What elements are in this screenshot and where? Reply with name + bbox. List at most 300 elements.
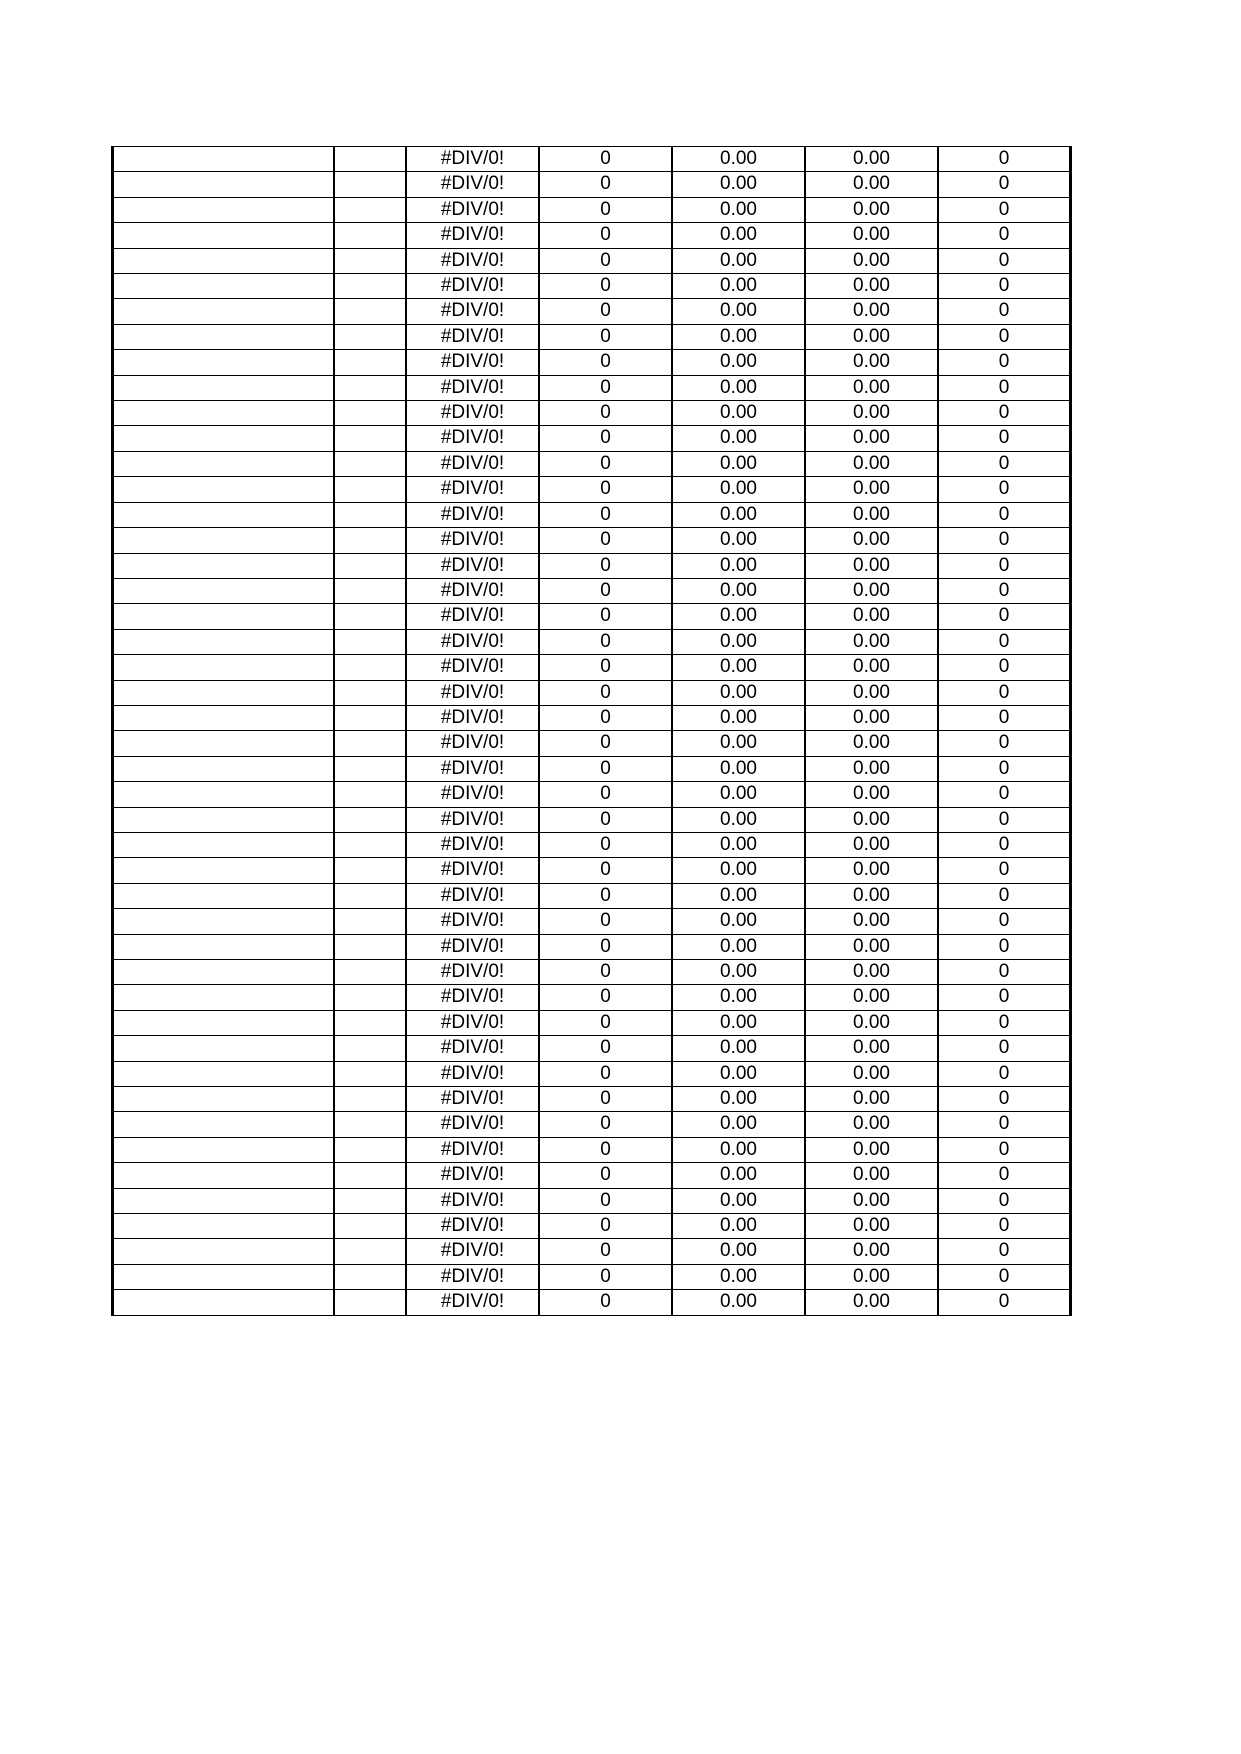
table-cell: 0 (539, 1061, 672, 1086)
table-cell: 0 (539, 883, 672, 908)
table-cell: 0.00 (672, 832, 805, 857)
table-row (113, 960, 1071, 985)
table-row (113, 1214, 1071, 1239)
table-cell (113, 147, 335, 172)
table-cell (334, 1087, 406, 1112)
table-cell: 0.00 (805, 629, 938, 654)
table-row (113, 731, 1071, 756)
table-row (113, 248, 1071, 273)
table-cell: 0 (938, 1137, 1071, 1162)
table-cell: #DIV/0! (406, 451, 539, 476)
table-cell (113, 1061, 335, 1086)
table-cell: 0 (938, 655, 1071, 680)
table-cell: 0.00 (672, 578, 805, 603)
table-row (113, 375, 1071, 400)
table-cell: 0 (539, 528, 672, 553)
table-cell: 0 (938, 197, 1071, 222)
table-cell (113, 248, 335, 273)
table-cell: #DIV/0! (406, 1112, 539, 1137)
table-cell (334, 960, 406, 985)
table-row (113, 1087, 1071, 1112)
table-cell: #DIV/0! (406, 350, 539, 375)
table-cell: #DIV/0! (406, 1214, 539, 1239)
table-cell (113, 1163, 335, 1188)
table-cell: 0 (938, 401, 1071, 426)
table-cell: #DIV/0! (406, 1239, 539, 1264)
table-cell (334, 299, 406, 324)
table-cell: 0.00 (805, 502, 938, 527)
table-row (113, 1036, 1071, 1061)
table-cell (113, 756, 335, 781)
table-cell (334, 1290, 406, 1315)
table-cell: 0 (539, 350, 672, 375)
table-cell: #DIV/0! (406, 909, 539, 934)
table-cell: 0.00 (805, 172, 938, 197)
table-cell: 0.00 (805, 960, 938, 985)
table-cell: 0.00 (672, 197, 805, 222)
table-row (113, 858, 1071, 883)
table-cell: 0 (539, 451, 672, 476)
table-cell: 0 (539, 1010, 672, 1035)
table-cell: 0 (938, 274, 1071, 299)
table-cell: 0.00 (805, 477, 938, 502)
table-cell: #DIV/0! (406, 1010, 539, 1035)
table-cell: 0 (938, 960, 1071, 985)
table-cell: #DIV/0! (406, 807, 539, 832)
table-row (113, 299, 1071, 324)
table-cell: 0 (938, 1087, 1071, 1112)
table-cell: 0 (938, 756, 1071, 781)
table-cell (113, 655, 335, 680)
table-cell (334, 172, 406, 197)
table-cell (113, 807, 335, 832)
table-row (113, 655, 1071, 680)
table-cell: 0.00 (805, 401, 938, 426)
table-cell: 0.00 (672, 1112, 805, 1137)
table-cell (113, 1010, 335, 1035)
table-cell: 0.00 (672, 553, 805, 578)
table-cell: 0.00 (672, 248, 805, 273)
table-row (113, 604, 1071, 629)
table-cell: 0.00 (805, 655, 938, 680)
table-cell: 0.00 (805, 807, 938, 832)
table-cell (334, 1214, 406, 1239)
table-cell: #DIV/0! (406, 578, 539, 603)
table-cell: 0.00 (805, 197, 938, 222)
table-row (113, 147, 1071, 172)
table-cell (334, 1010, 406, 1035)
table-cell: 0.00 (805, 223, 938, 248)
table-cell: 0.00 (672, 1087, 805, 1112)
table-cell: 0 (938, 147, 1071, 172)
table-cell (334, 147, 406, 172)
table-cell: 0 (938, 1036, 1071, 1061)
table-cell: 0 (938, 782, 1071, 807)
table-cell: 0 (539, 401, 672, 426)
table-cell: 0.00 (805, 274, 938, 299)
table-cell (334, 578, 406, 603)
table-cell (334, 1188, 406, 1213)
table-cell: 0.00 (805, 299, 938, 324)
table-cell (113, 528, 335, 553)
table-cell (113, 604, 335, 629)
table-row (113, 1112, 1071, 1137)
table-cell: 0 (539, 909, 672, 934)
table-cell: 0.00 (672, 629, 805, 654)
table-cell: 0.00 (672, 858, 805, 883)
table-row (113, 1137, 1071, 1162)
table-cell (334, 223, 406, 248)
table-cell: 0.00 (805, 1264, 938, 1289)
table-cell: 0 (539, 756, 672, 781)
table-cell: 0 (539, 858, 672, 883)
table-cell: 0 (539, 1290, 672, 1315)
table-cell: 0 (938, 705, 1071, 730)
table-cell: 0.00 (805, 426, 938, 451)
table-row (113, 705, 1071, 730)
table-cell: 0 (938, 1264, 1071, 1289)
table-cell: #DIV/0! (406, 248, 539, 273)
table-cell: 0 (938, 248, 1071, 273)
table-cell (334, 705, 406, 730)
table-cell: 0 (938, 553, 1071, 578)
table-cell: 0.00 (672, 502, 805, 527)
table-cell: 0.00 (805, 1112, 938, 1137)
table-cell: 0 (539, 1214, 672, 1239)
table-cell (113, 299, 335, 324)
table-cell: 0 (539, 375, 672, 400)
table-cell: 0.00 (805, 858, 938, 883)
table-row (113, 350, 1071, 375)
table-cell (113, 197, 335, 222)
table-cell: 0 (539, 1112, 672, 1137)
table-cell: 0 (938, 1061, 1071, 1086)
table-row (113, 1264, 1071, 1289)
table-cell (113, 401, 335, 426)
table-cell: 0.00 (672, 1214, 805, 1239)
table-cell (334, 629, 406, 654)
table-cell: 0 (938, 883, 1071, 908)
table-cell: 0 (938, 909, 1071, 934)
table-cell (113, 578, 335, 603)
table-row (113, 1239, 1071, 1264)
table-cell: 0 (539, 299, 672, 324)
table-cell: #DIV/0! (406, 1163, 539, 1188)
table-cell: #DIV/0! (406, 985, 539, 1010)
table-row (113, 680, 1071, 705)
table-cell: 0 (539, 960, 672, 985)
table-cell: #DIV/0! (406, 1290, 539, 1315)
table-cell (113, 274, 335, 299)
table-cell (334, 1163, 406, 1188)
table-cell (334, 1264, 406, 1289)
table-cell: 0 (539, 172, 672, 197)
table-cell (334, 553, 406, 578)
table-cell: #DIV/0! (406, 172, 539, 197)
table-cell: 0 (938, 324, 1071, 349)
table-cell: #DIV/0! (406, 680, 539, 705)
table-cell (334, 782, 406, 807)
table-cell (113, 934, 335, 959)
table-cell: 0.00 (672, 909, 805, 934)
table-cell (113, 553, 335, 578)
table-cell (334, 197, 406, 222)
table-cell (113, 324, 335, 349)
table-cell: #DIV/0! (406, 883, 539, 908)
table-cell: 0 (539, 426, 672, 451)
table-cell (334, 528, 406, 553)
table-row (113, 197, 1071, 222)
table-cell (113, 960, 335, 985)
table-cell: 0 (938, 172, 1071, 197)
table-cell: 0 (938, 1239, 1071, 1264)
table-cell: 0.00 (672, 1137, 805, 1162)
table-cell: 0.00 (805, 1061, 938, 1086)
table-cell (113, 629, 335, 654)
table-cell (113, 350, 335, 375)
table-cell: #DIV/0! (406, 1188, 539, 1213)
table-cell: 0.00 (805, 832, 938, 857)
table-cell (334, 1036, 406, 1061)
table-cell: 0.00 (805, 1036, 938, 1061)
table-cell (113, 1290, 335, 1315)
table-cell: 0 (938, 426, 1071, 451)
table-cell (113, 1188, 335, 1213)
table-cell: #DIV/0! (406, 832, 539, 857)
table-cell: 0.00 (672, 1239, 805, 1264)
spreadsheet-body (113, 147, 1071, 1316)
table-cell: 0 (539, 197, 672, 222)
table-cell: 0.00 (805, 350, 938, 375)
table-cell: 0 (539, 502, 672, 527)
table-cell: #DIV/0! (406, 426, 539, 451)
table-cell: 0.00 (805, 1087, 938, 1112)
table-cell (113, 909, 335, 934)
table-cell (113, 1087, 335, 1112)
table-cell: #DIV/0! (406, 1264, 539, 1289)
table-row (113, 1163, 1071, 1188)
table-cell (334, 1239, 406, 1264)
table-cell: 0 (938, 502, 1071, 527)
table-cell: #DIV/0! (406, 197, 539, 222)
table-cell (113, 883, 335, 908)
table-cell: 0 (938, 528, 1071, 553)
table-cell: 0 (938, 451, 1071, 476)
table-cell: 0.00 (672, 934, 805, 959)
table-cell: 0.00 (805, 934, 938, 959)
table-cell: 0.00 (805, 1010, 938, 1035)
table-cell (113, 705, 335, 730)
table-cell: 0 (938, 1214, 1071, 1239)
table-cell (334, 858, 406, 883)
table-cell: 0.00 (805, 985, 938, 1010)
table-cell: 0 (938, 1188, 1071, 1213)
table-cell: 0.00 (672, 731, 805, 756)
table-cell: #DIV/0! (406, 1036, 539, 1061)
table-cell: 0.00 (672, 1188, 805, 1213)
table-cell: 0 (938, 629, 1071, 654)
table-cell: 0 (938, 1163, 1071, 1188)
table-cell: 0 (539, 629, 672, 654)
table-cell (334, 604, 406, 629)
table-cell: 0 (539, 223, 672, 248)
table-cell: 0.00 (672, 655, 805, 680)
table-cell: #DIV/0! (406, 1061, 539, 1086)
table-cell: 0.00 (672, 705, 805, 730)
table-cell (334, 832, 406, 857)
table-cell (334, 883, 406, 908)
table-cell (113, 477, 335, 502)
table-row (113, 172, 1071, 197)
table-cell: #DIV/0! (406, 401, 539, 426)
table-cell: #DIV/0! (406, 782, 539, 807)
table-cell (334, 426, 406, 451)
table-cell: 0.00 (672, 426, 805, 451)
table-cell: 0.00 (805, 528, 938, 553)
table-cell: #DIV/0! (406, 274, 539, 299)
table-cell: #DIV/0! (406, 1087, 539, 1112)
table-cell: 0.00 (672, 451, 805, 476)
table-cell: 0 (539, 705, 672, 730)
table-cell: 0 (539, 832, 672, 857)
table-cell: #DIV/0! (406, 858, 539, 883)
table-cell: #DIV/0! (406, 502, 539, 527)
table-cell (334, 375, 406, 400)
table-cell: #DIV/0! (406, 705, 539, 730)
table-cell (113, 1137, 335, 1162)
table-cell: 0 (938, 807, 1071, 832)
table-cell (113, 502, 335, 527)
table-cell: 0.00 (805, 1290, 938, 1315)
table-cell: 0.00 (805, 1137, 938, 1162)
table-row (113, 223, 1071, 248)
table-row (113, 274, 1071, 299)
table-cell (113, 1214, 335, 1239)
table-cell (113, 223, 335, 248)
table-cell: 0.00 (672, 274, 805, 299)
table-cell: 0.00 (805, 883, 938, 908)
table-cell: 0.00 (805, 451, 938, 476)
table-cell (334, 350, 406, 375)
table-cell: 0 (539, 274, 672, 299)
table-cell: 0.00 (805, 1188, 938, 1213)
table-cell: 0 (539, 578, 672, 603)
table-cell (113, 426, 335, 451)
table-cell (113, 375, 335, 400)
table-cell (113, 985, 335, 1010)
table-cell: 0 (539, 1264, 672, 1289)
table-cell: #DIV/0! (406, 731, 539, 756)
table-cell: 0 (539, 248, 672, 273)
table-cell: 0 (539, 324, 672, 349)
table-row (113, 553, 1071, 578)
table-row (113, 883, 1071, 908)
table-row (113, 629, 1071, 654)
table-cell: 0 (938, 299, 1071, 324)
table-row (113, 1061, 1071, 1086)
table-cell: 0 (938, 477, 1071, 502)
table-cell: 0 (539, 1087, 672, 1112)
table-cell: 0 (539, 731, 672, 756)
spreadsheet-table (111, 146, 1072, 1316)
table-cell: 0.00 (672, 172, 805, 197)
table-cell: #DIV/0! (406, 477, 539, 502)
table-row (113, 502, 1071, 527)
table-cell: 0.00 (805, 731, 938, 756)
table-row (113, 401, 1071, 426)
table-cell: 0.00 (672, 223, 805, 248)
table-cell: 0 (938, 731, 1071, 756)
table-cell (334, 502, 406, 527)
table-cell: 0.00 (805, 324, 938, 349)
table-cell: 0.00 (805, 1214, 938, 1239)
table-cell: 0 (539, 1036, 672, 1061)
table-row (113, 909, 1071, 934)
table-cell: 0.00 (672, 350, 805, 375)
table-cell: #DIV/0! (406, 375, 539, 400)
table-cell: #DIV/0! (406, 553, 539, 578)
table-cell (113, 1112, 335, 1137)
table-cell (334, 274, 406, 299)
table-cell: 0 (539, 934, 672, 959)
table-cell: #DIV/0! (406, 756, 539, 781)
table-cell: 0 (938, 680, 1071, 705)
table-cell: 0 (938, 604, 1071, 629)
table-cell (334, 934, 406, 959)
table-cell: 0 (539, 1137, 672, 1162)
table-row (113, 807, 1071, 832)
table-cell (334, 477, 406, 502)
table-cell: 0 (938, 1112, 1071, 1137)
table-row (113, 426, 1071, 451)
table-cell: 0 (938, 1010, 1071, 1035)
table-cell: 0 (539, 1239, 672, 1264)
table-cell: 0 (539, 807, 672, 832)
table-cell: 0.00 (805, 604, 938, 629)
table-cell (334, 1112, 406, 1137)
table-cell (113, 1264, 335, 1289)
table-row (113, 1188, 1071, 1213)
table-row (113, 1010, 1071, 1035)
table-cell (334, 756, 406, 781)
table-cell: 0.00 (805, 248, 938, 273)
table-row (113, 578, 1071, 603)
table-cell: 0.00 (672, 1010, 805, 1035)
table-cell: 0 (539, 1188, 672, 1213)
table-cell: 0.00 (672, 1061, 805, 1086)
table-cell (334, 324, 406, 349)
table-cell: 0.00 (672, 807, 805, 832)
table-cell: 0 (539, 782, 672, 807)
table-cell: 0 (539, 680, 672, 705)
table-cell: 0.00 (672, 477, 805, 502)
table-cell: 0.00 (805, 147, 938, 172)
table-cell: 0.00 (672, 756, 805, 781)
table-cell (113, 858, 335, 883)
table-cell (334, 680, 406, 705)
table-cell: 0.00 (672, 324, 805, 349)
table-cell: 0.00 (672, 147, 805, 172)
table-cell: 0.00 (805, 375, 938, 400)
table-cell: 0 (938, 858, 1071, 883)
table-cell: #DIV/0! (406, 324, 539, 349)
table-cell: 0.00 (805, 782, 938, 807)
table-cell: 0.00 (805, 909, 938, 934)
table-row (113, 934, 1071, 959)
table-cell: #DIV/0! (406, 528, 539, 553)
table-cell: 0 (938, 1290, 1071, 1315)
table-cell (113, 680, 335, 705)
